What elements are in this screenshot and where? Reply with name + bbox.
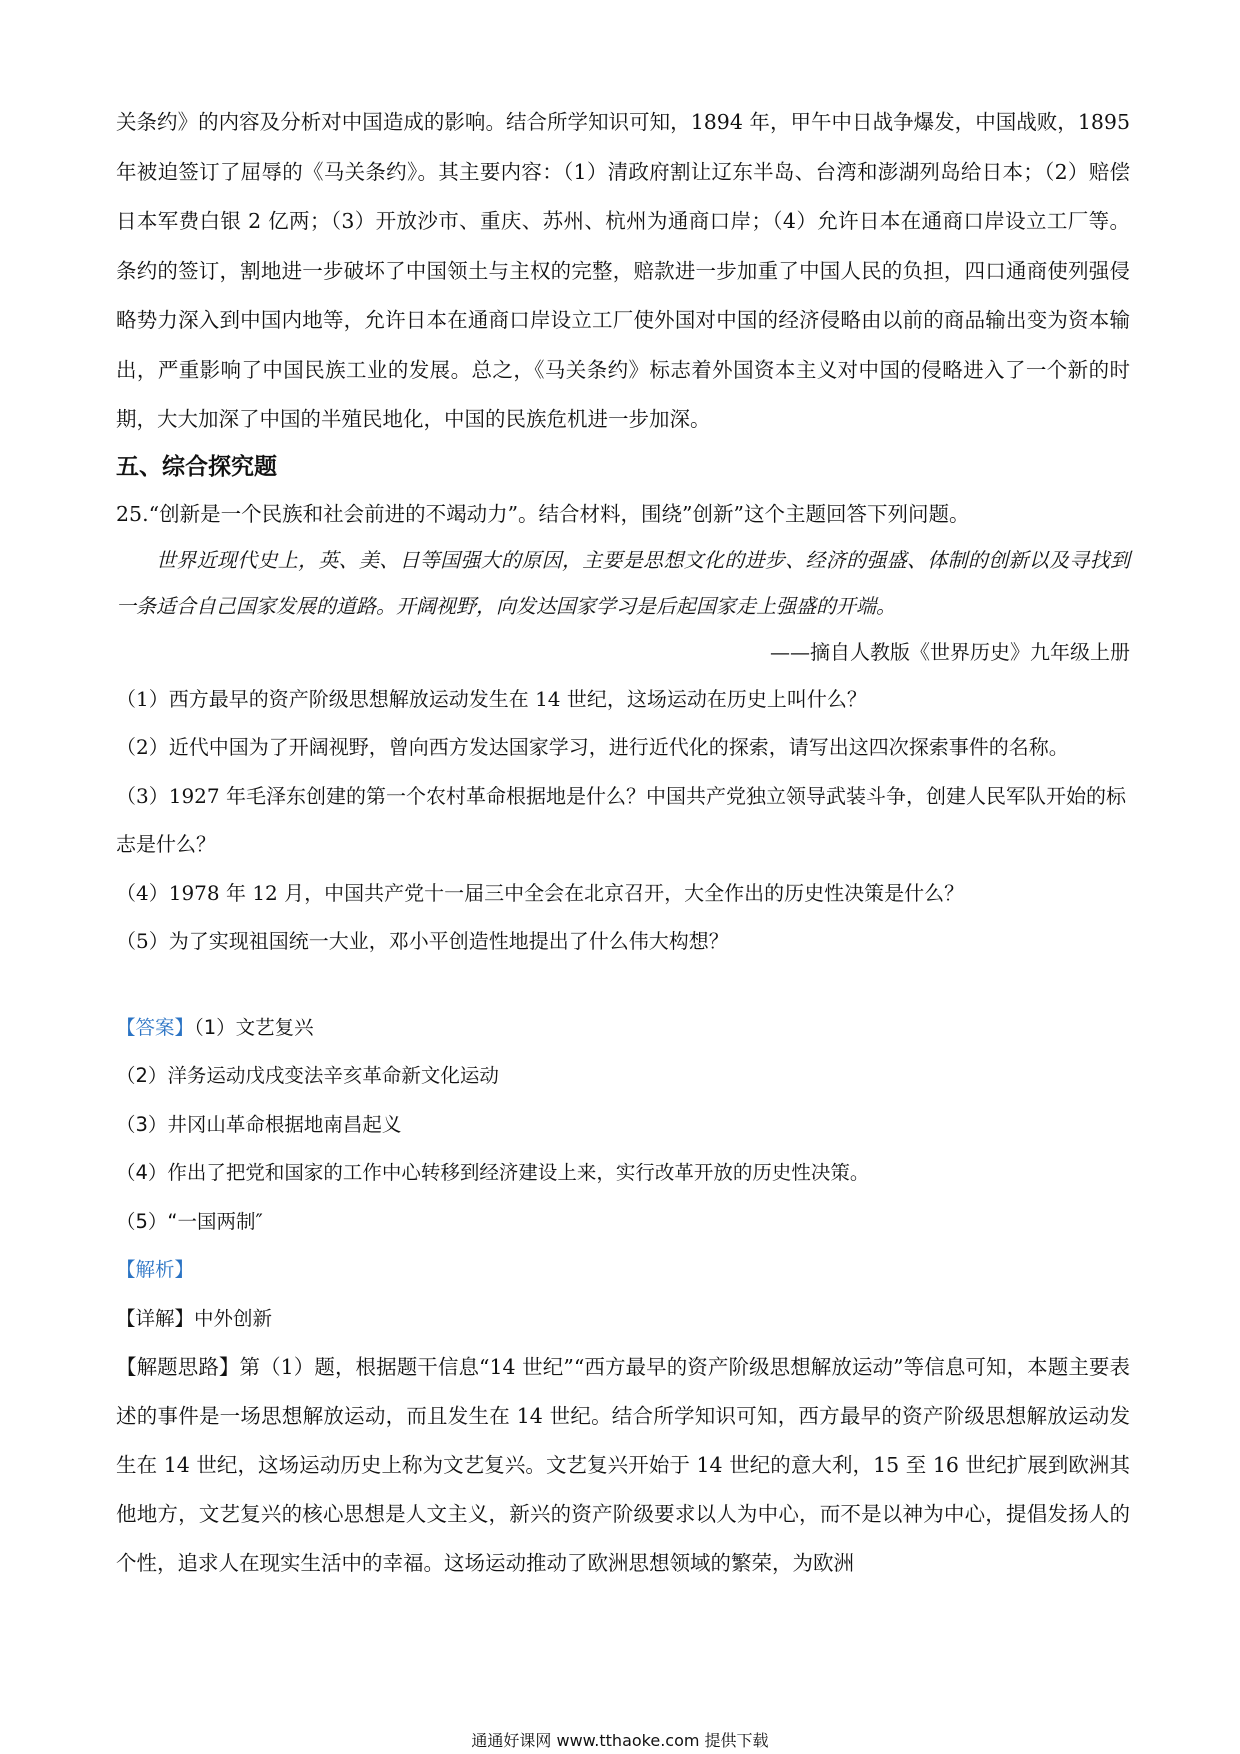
detail-line (116, 1295, 1130, 1344)
page-content (116, 98, 1130, 1588)
detail-tag: 【详解】 (116, 1306, 195, 1330)
sub-question-1: （1）西方最早的资产阶级思想解放运动发生在 14 世纪，这场运动在历史上叫什么？ (116, 686, 867, 711)
sub-question-2: （2）近代中国为了开阔视野，曾向西方发达国家学习，进行近代化的探索，请写出这四次探索事件的名称。 (116, 735, 1069, 759)
top-paragraph: 关条约》的内容及分析对中国造成的影响。结合所学知识可知，1894 年，甲午中日战争爆发，中国战败，1895 年被迫签订了屈辱的《马关条约》。其主要内容：（1）清政府割让辽东半岛、台湾和澎湖列岛给日本；（2）赔偿日本军费白银 2 亿两；（3）开放沙市、重庆、苏州、杭州为通商口岸；（4）允许日本在通商口岸设立工厂等。条约的签订，割地进一步破坏了中国领土与主权的完整，赔款进一步加重了中国人民的负担，四口通商使列强侵略势力深入到中国内地等，允许日本在通商口岸设立工厂使外国对中国的经济侵略由以前的商品输出变为资本输出，严重影响了中国民族工业的发展。总之，《马关条约》标志着外国资本主义对中国的侵略进入了一个新的时期，大大加深了中国的半殖民地化，中国的民族危机进一步加深。 (116, 110, 1130, 431)
section-heading: 五、综合探究题 (116, 453, 277, 480)
sub-question-5: （5）为了实现祖国统一大业，邓小平创造性地提出了什么伟大构想？ (116, 929, 729, 953)
analysis-tag: 【解析】 (116, 1258, 195, 1281)
answer-2: （2）洋务运动戊戌变法辛亥革命新文化运动 (116, 1064, 499, 1087)
thinking-paragraph (116, 1343, 1130, 1588)
answer-1: （1）文艺复兴 (194, 1015, 314, 1039)
question-stem: 25.“创新是一个民族和社会前进的不竭动力”。结合材料，围绕”创新”这个主题回答下列问题。 (116, 501, 970, 526)
material-source: ——摘自人教版《世界历史》九年级上册 (770, 639, 1130, 664)
answer-5: （5）“一国两制″ (116, 1209, 263, 1233)
material-quote: 世界近现代史上，英、美、日等国强大的原因，主要是思想文化的进步、经济的强盛、体制的创新以及寻找到一条适合自己国家发展的道路。开阔视野，向发达国家学习是后起国家走上强盛的开端。 (116, 547, 1130, 618)
answer-3: （3）井冈山革命根据地南昌起义 (116, 1112, 402, 1136)
detail-text: 中外创新 (194, 1306, 273, 1330)
page-footer: 通通好课网 www.tthaoke.com 提供下载 (471, 1731, 769, 1750)
sub-question-4: （4）1978 年 12 月，中国共产党十一届三中全会在北京召开，大全作出的历史性决策是什么？ (116, 880, 965, 905)
answer-line-1 (116, 1004, 1130, 1053)
spacer (116, 966, 1130, 1004)
thinking-text: 第（1）题，根据题干信息“14 世纪”“西方最早的资产阶级思想解放运动”等信息可知，本题主要表述的事件是一场思想解放运动，而且发生在 14 世纪。结合所学知识可知，西方最早的资产阶级思想解放运动发生在 14 世纪，这场运动历史上称为文艺复兴。文艺复兴开始于 14 世纪的意大利，15 至 16 世纪扩展到欧洲其他地方，文艺复兴的核心思想是人文主义，新兴的资产阶级要求以人为中心，而不是以神为中心，提倡发扬人的个性，追求人在现实生活中的幸福。这场运动推动了欧洲思想领域的繁荣，为欧洲 (116, 1355, 1130, 1575)
answer-tag: 【答案】 (116, 1015, 195, 1039)
answer-4: （4）作出了把党和国家的工作中心转移到经济建设上来，实行改革开放的历史性决策。 (116, 1161, 870, 1184)
thinking-tag: 【解题思路】 (116, 1355, 240, 1379)
sub-question-3: （3）1927 年毛泽东创建的第一个农村革命根据地是什么？中国共产党独立领导武装斗争，创建人民军队开始的标志是什么？ (116, 783, 1126, 856)
